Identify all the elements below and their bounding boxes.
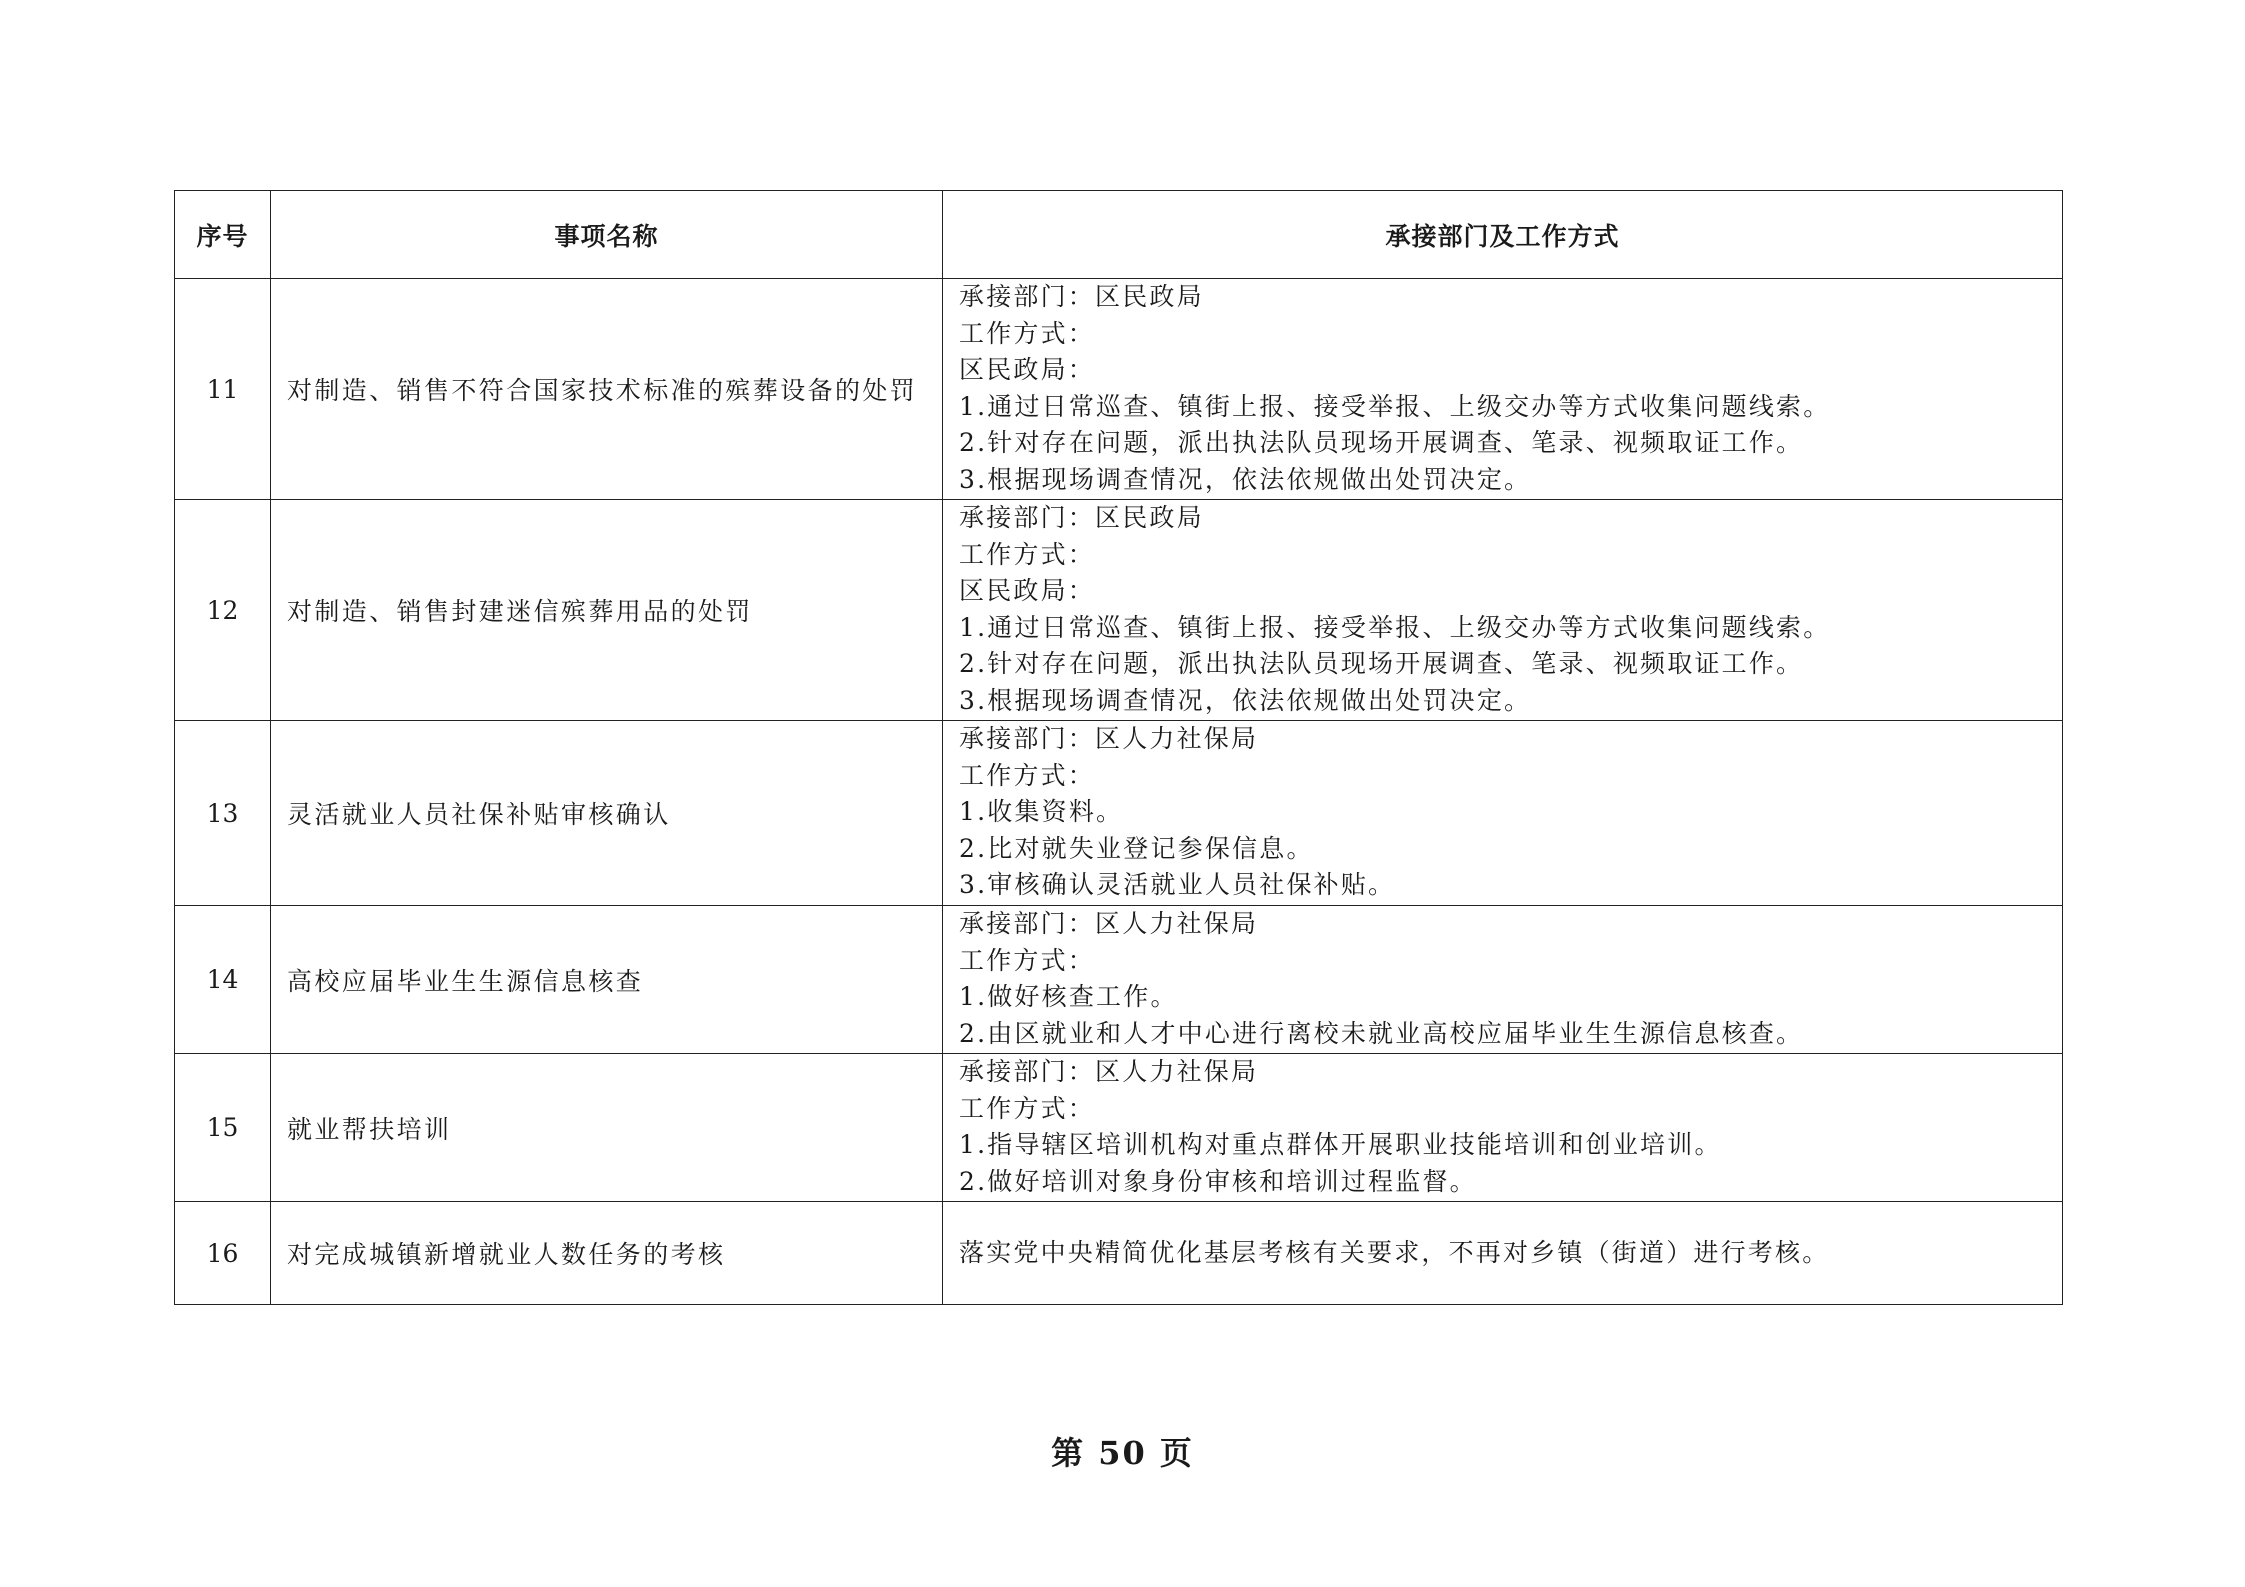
row-seq: 11 [175, 279, 271, 500]
dept-line: 1.通过日常巡查、镇街上报、接受举报、上级交办等方式收集问题线索。 [959, 612, 1831, 642]
dept-line: 3.根据现场调查情况，依法依规做出处罚决定。 [959, 464, 1532, 494]
dept-line: 2.做好培训对象身份审核和培训过程监督。 [959, 1166, 1477, 1196]
dept-line: 承接部门：区民政局 [959, 282, 1204, 311]
header-dept: 承接部门及工作方式 [943, 191, 2063, 279]
row-name: 灵活就业人员社保补贴审核确认 [271, 721, 943, 906]
dept-line: 1.通过日常巡查、镇街上报、接受举报、上级交办等方式收集问题线索。 [959, 391, 1831, 421]
row-name: 对制造、销售不符合国家技术标准的殡葬设备的处罚 [271, 279, 943, 500]
dept-line: 区民政局： [959, 355, 1096, 385]
row-name: 对完成城镇新增就业人数任务的考核 [271, 1202, 943, 1305]
header-seq: 序号 [175, 191, 271, 279]
dept-line: 3.审核确认灵活就业人员社保补贴。 [959, 870, 1396, 900]
row-dept [943, 500, 2063, 721]
table-row [175, 1054, 2063, 1202]
row-dept [943, 279, 2063, 500]
dept-line: 工作方式： [959, 539, 1096, 569]
matters-table [174, 190, 2063, 1305]
dept-line: 工作方式： [959, 318, 1096, 348]
dept-line: 落实党中央精简优化基层考核有关要求，不再对乡镇（街道）进行考核。 [959, 1237, 1830, 1267]
row-dept [943, 906, 2063, 1054]
dept-line: 2.比对就失业登记参保信息。 [959, 833, 1314, 863]
table-row [175, 500, 2063, 721]
dept-line: 承接部门：区民政局 [959, 503, 1204, 532]
dept-line: 3.根据现场调查情况，依法依规做出处罚决定。 [959, 685, 1532, 715]
dept-line: 承接部门：区人力社保局 [959, 1057, 1259, 1086]
dept-line: 承接部门：区人力社保局 [959, 909, 1259, 938]
row-dept [943, 1202, 2063, 1305]
header-name: 事项名称 [271, 191, 943, 279]
dept-line: 1.指导辖区培训机构对重点群体开展职业技能培训和创业培训。 [959, 1130, 1722, 1160]
row-seq: 13 [175, 721, 271, 906]
dept-line: 2.由区就业和人才中心进行离校未就业高校应届毕业生生源信息核查。 [959, 1018, 1804, 1048]
row-seq: 16 [175, 1202, 271, 1305]
row-name: 对制造、销售封建迷信殡葬用品的处罚 [271, 500, 943, 721]
row-dept [943, 1054, 2063, 1202]
row-name: 高校应届毕业生生源信息核查 [271, 906, 943, 1054]
table-header-row [175, 191, 2063, 279]
dept-line: 1.收集资料。 [959, 797, 1124, 827]
row-seq: 14 [175, 906, 271, 1054]
dept-line: 2.针对存在问题，派出执法队员现场开展调查、笔录、视频取证工作。 [959, 649, 1804, 679]
row-name: 就业帮扶培训 [271, 1054, 943, 1202]
row-dept [943, 721, 2063, 906]
table-row [175, 721, 2063, 906]
dept-line: 承接部门：区人力社保局 [959, 724, 1259, 753]
row-seq: 12 [175, 500, 271, 721]
dept-line: 工作方式： [959, 760, 1096, 790]
row-seq: 15 [175, 1054, 271, 1202]
dept-line: 1.做好核查工作。 [959, 982, 1178, 1012]
page-number: 第 50 页 [1051, 1434, 1194, 1472]
dept-line: 2.针对存在问题，派出执法队员现场开展调查、笔录、视频取证工作。 [959, 428, 1804, 458]
table-row [175, 279, 2063, 500]
table-row [175, 1202, 2063, 1305]
dept-line: 工作方式： [959, 1093, 1096, 1123]
dept-line: 区民政局： [959, 576, 1096, 606]
dept-line: 工作方式： [959, 945, 1096, 975]
table-row [175, 906, 2063, 1054]
